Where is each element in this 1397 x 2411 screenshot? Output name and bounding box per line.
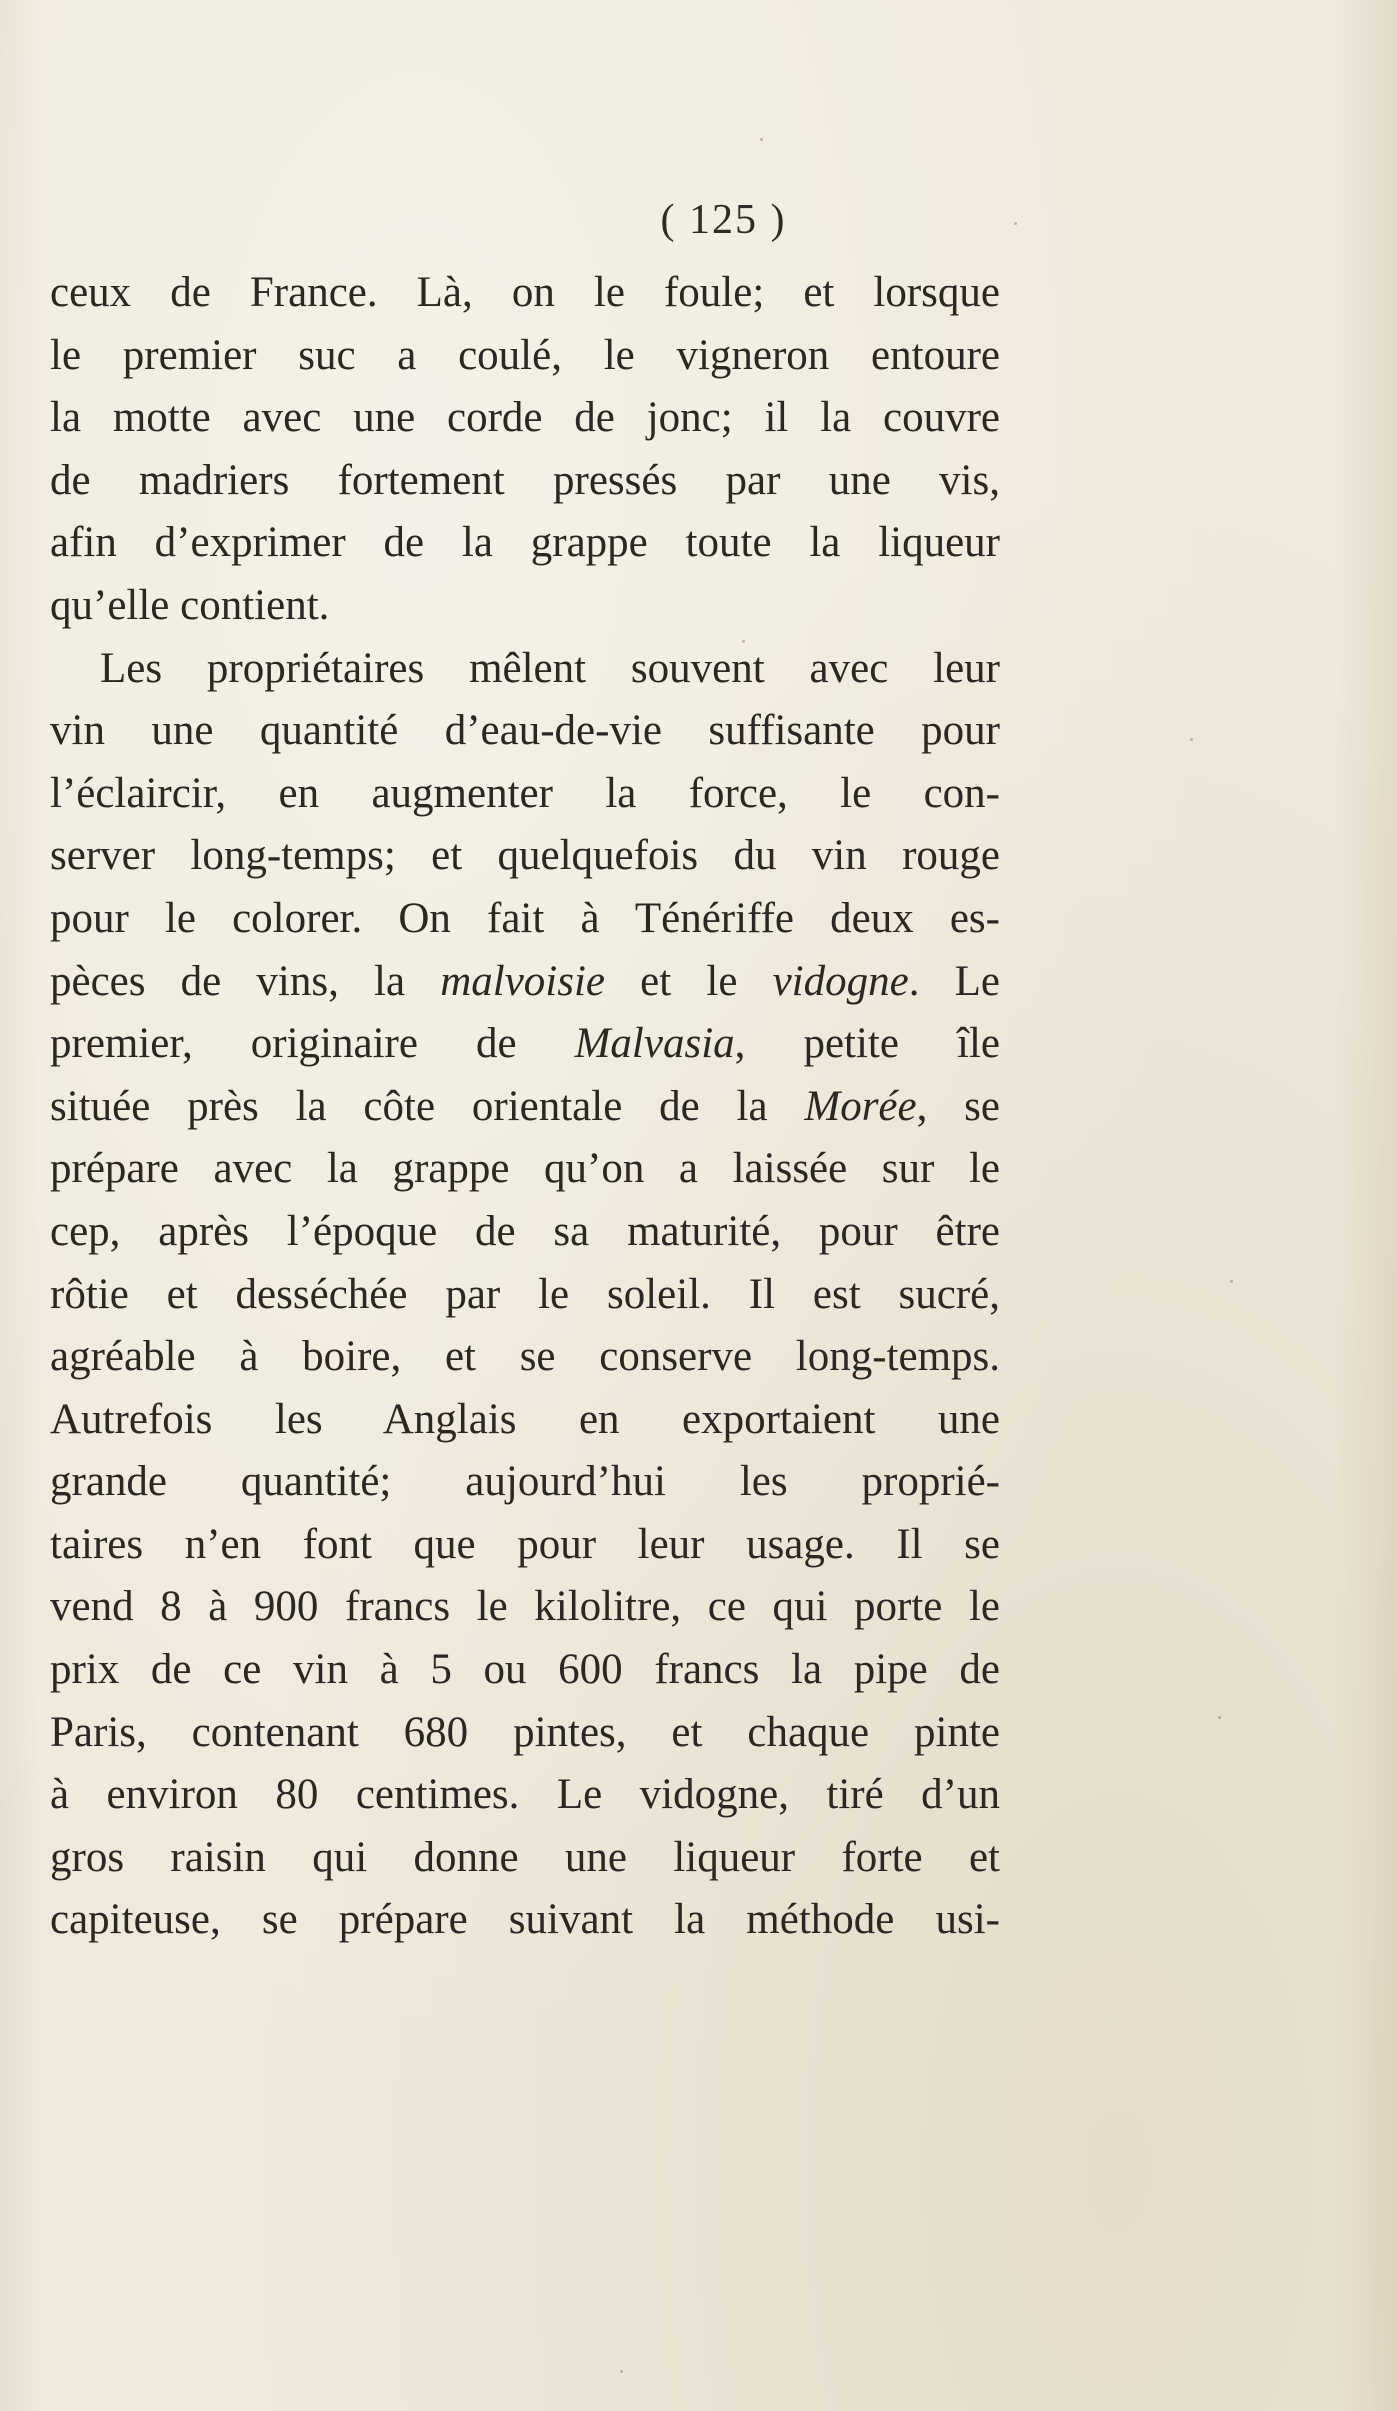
- text-line-with-italics: [50, 1013, 1000, 1076]
- text-line: ceux de France. Là, on le foule; et lorsque: [50, 269, 1000, 316]
- text-line-with-italics: [50, 1076, 1000, 1139]
- italic-place-malvasia: Malvasia: [574, 1020, 735, 1068]
- text-line: Autrefois les Anglais en exportaient une: [50, 1395, 1000, 1443]
- text-segment: , petite île: [734, 1020, 1000, 1068]
- text-line: rôtie et desséchée par le soleil. Il est sucré,: [50, 1270, 1000, 1318]
- text-line: grande quantité; aujourd’hui les proprié-: [50, 1458, 1000, 1506]
- text-line: server long-temps; et quelquefois du vin rouge: [50, 832, 1000, 880]
- page-number: ( 125 ): [660, 197, 787, 243]
- text-line: de madriers fortement pressés par une vis,: [50, 456, 1000, 504]
- text-line: vin une quantité d’eau-de-vie suffisante pour: [50, 707, 1000, 755]
- text-line: taires n’en font que pour leur usage. Il se: [50, 1520, 1000, 1568]
- text-segment: et le: [605, 957, 773, 1005]
- text-line: vend 8 à 900 francs le kilolitre, ce qui porte le: [50, 1583, 1000, 1631]
- text-line: qu’elle contient.: [50, 581, 330, 629]
- text-line: Paris, contenant 680 pintes, et chaque pinte: [50, 1708, 1000, 1756]
- text-segment: premier, originaire de: [50, 1020, 575, 1068]
- text-line: prépare avec la grappe qu’on a laissée sur le: [50, 1145, 1000, 1193]
- text-line: la motte avec une corde de jonc; il la couvre: [50, 394, 1000, 442]
- text-line: le premier suc a coulé, le vigneron entoure: [50, 331, 1000, 379]
- text-line: prix de ce vin à 5 ou 600 francs la pipe de: [50, 1646, 1000, 1694]
- paper-speck: [1218, 1716, 1221, 1719]
- italic-place-moree: Morée: [804, 1082, 917, 1130]
- paper-speck: [760, 138, 763, 141]
- italic-term-malvoisie: malvoisie: [440, 957, 606, 1005]
- paper-speck: [1230, 1280, 1233, 1283]
- text-line-with-italics: [50, 951, 1000, 1014]
- text-line: agréable à boire, et se conserve long-temps.: [50, 1333, 1000, 1381]
- text-segment: pèces de vins, la: [50, 957, 441, 1005]
- text-segment: , se: [916, 1082, 1000, 1130]
- text-line: afin d’exprimer de la grappe toute la liqueur: [50, 519, 1000, 567]
- text-line: capiteuse, se prépare suivant la méthode usi-: [50, 1896, 1000, 1944]
- text-line: cep, après l’époque de sa maturité, pour être: [50, 1207, 1000, 1255]
- paragraph-first-line: Les propriétaires mêlent souvent avec leur: [100, 644, 1000, 692]
- text-line: gros raisin qui donne une liqueur forte et: [50, 1833, 1000, 1881]
- text-line: l’éclaircir, en augmenter la force, le con-: [50, 769, 1000, 817]
- paper-speck: [620, 2370, 623, 2373]
- text-line: à environ 80 centimes. Le vidogne, tiré d’un: [50, 1771, 1000, 1819]
- text-segment: située près la côte orientale de la: [50, 1082, 805, 1130]
- italic-term-vidogne: vidogne: [772, 957, 909, 1005]
- body-text: [50, 262, 1000, 1952]
- text-line: pour le colorer. On fait à Ténériffe deux es-: [50, 894, 1000, 942]
- text-segment: . Le: [908, 957, 1000, 1005]
- paper-speck: [1190, 738, 1193, 741]
